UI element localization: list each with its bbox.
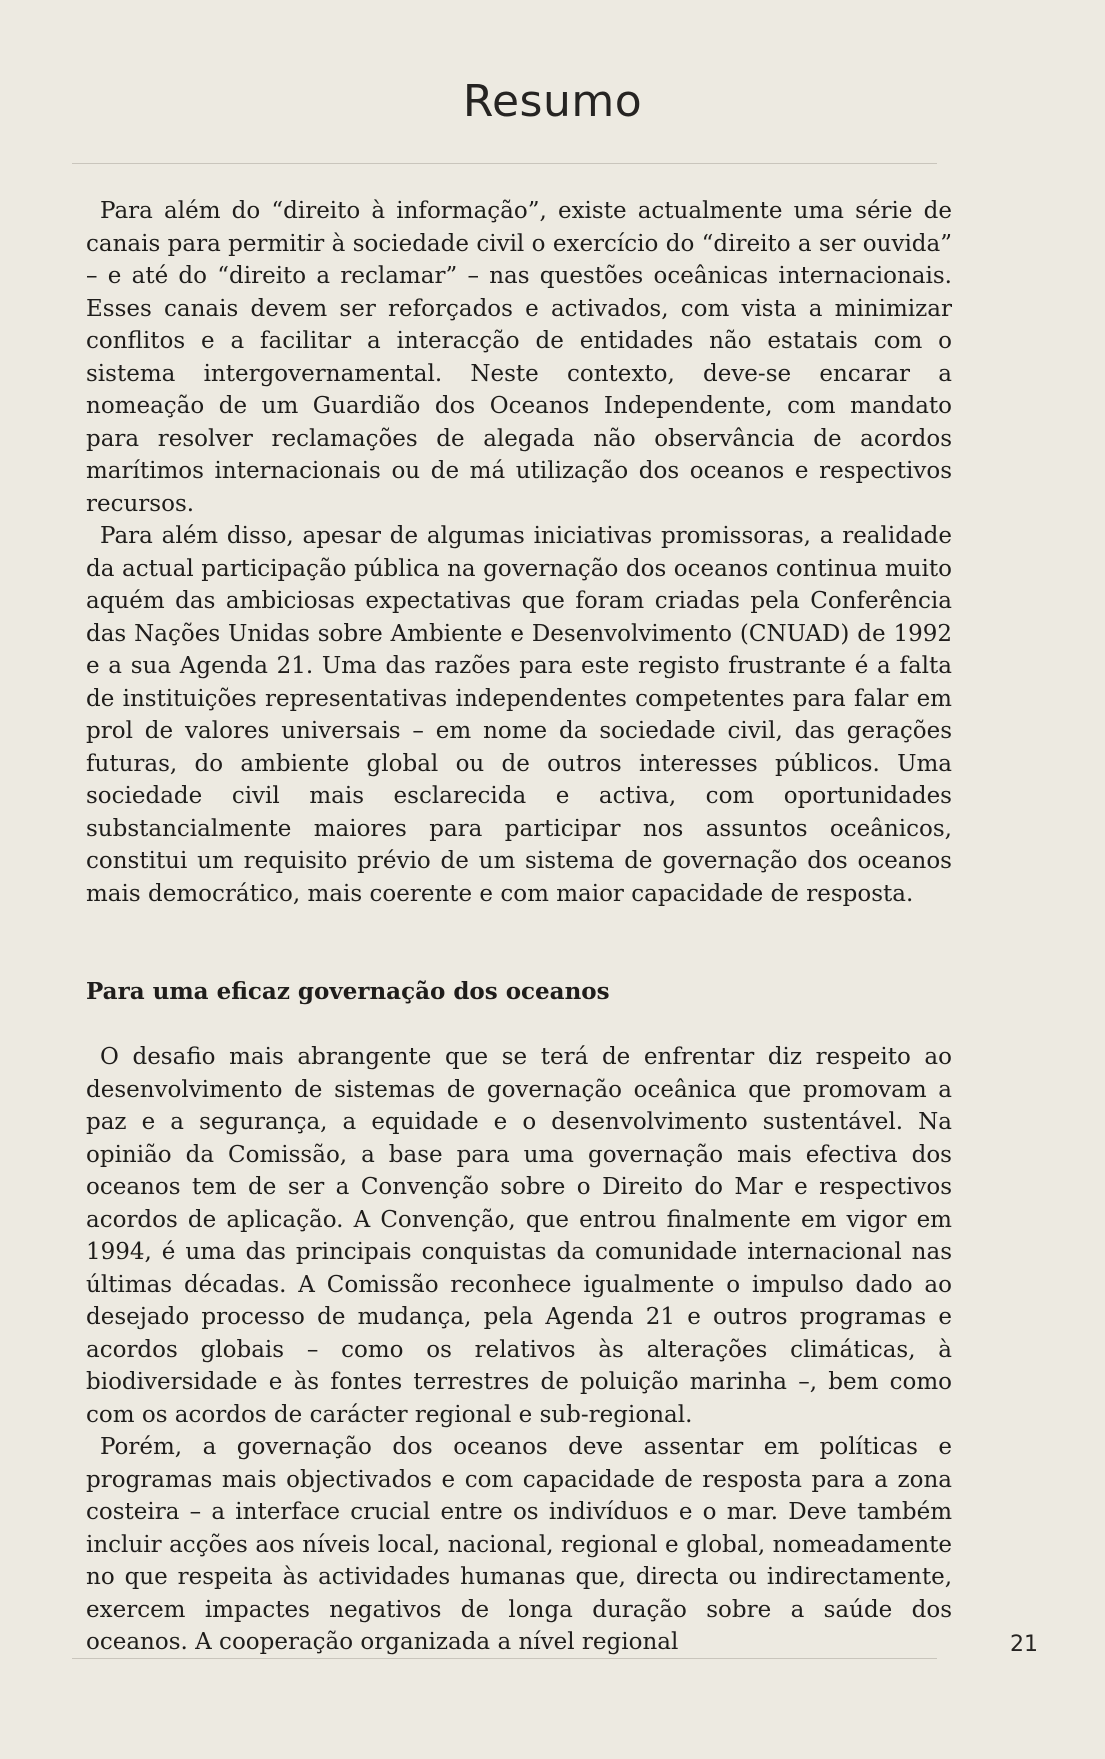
intro-text-block: [86, 195, 952, 910]
paragraph: Porém, a governação dos oceanos deve assentar em políticas e programas mais objectivados e com capacidade de resposta para a zona costeira – a interface crucial entre os indivíduos e o mar. Deve também incluir acções aos níveis local, nacional, regional e global, nomeadamente no que respeita às actividades humanas que, directa ou indirectamente, exercem impactes negativos de longa duração sobre a saúde dos oceanos. A cooperação organizada a nível regional: [86, 1434, 952, 1655]
section-heading: Para uma eficaz governação dos oceanos: [86, 978, 610, 1005]
governance-text-block: [86, 1041, 952, 1659]
paragraph: Para além disso, apesar de algumas iniciativas promissoras, a realidade da actual participação pública na governação dos oceanos continua muito aquém das ambiciosas expectativas que foram criadas pela Conferência das Nações Unidas sobre Ambiente e Desenvolvimento (CNUAD) de 1992 e a sua Agenda 21. Uma das razões para este registo frustrante é a falta de instituições representativas independentes competentes para falar em prol de valores universais – em nome da sociedade civil, das gerações futuras, do ambiente global ou de outros interesses públicos. Uma sociedade civil mais esclarecida e activa, com oportunidades substancialmente maiores para participar nos assuntos oceânicos, constitui um requisito prévio de um sistema de governação dos oceanos mais democrático, mais coerente e com maior capacidade de resposta.: [86, 523, 952, 907]
paragraph: Para além do “direito à informação”, existe actualmente uma série de canais para permitir à sociedade civil o exercício do “direito a ser ouvida” – e até do “direito a reclamar” – nas questões oceânicas internacionais. Esses canais devem ser reforçados e activados, com vista a minimizar conflitos e a facilitar a interacção de entidades não estatais com o sistema intergovernamental. Neste contexto, deve-se encarar a nomeação de um Guardião dos Oceanos Independente, com mandato para resolver reclamações de alegada não observância de acordos marítimos internacionais ou de má utilização dos oceanos e respectivos recursos.: [86, 198, 952, 517]
page-number: 21: [1010, 1632, 1038, 1657]
page-title: Resumo: [462, 76, 643, 127]
top-divider: [72, 163, 937, 164]
bottom-divider: [72, 1658, 937, 1659]
paragraph: O desafio mais abrangente que se terá de enfrentar diz respeito ao desenvolvimento de sistemas de governação oceânica que promovam a paz e a segurança, a equidade e o desenvolvimento sustentável. Na opinião da Comissão, a base para uma governação mais efectiva dos oceanos tem de ser a Convenção sobre o Direito do Mar e respectivos acordos de aplicação. A Convenção, que entrou finalmente em vigor em 1994, é uma das principais conquistas da comunidade internacional nas últimas décadas. A Comissão reconhece igualmente o impulso dado ao desejado processo de mudança, pela Agenda 21 e outros programas e acordos globais – como os relativos às alterações climáticas, à biodiversidade e às fontes terrestres de poluição marinha –, bem como com os acordos de carácter regional e sub-regional.: [86, 1044, 952, 1428]
